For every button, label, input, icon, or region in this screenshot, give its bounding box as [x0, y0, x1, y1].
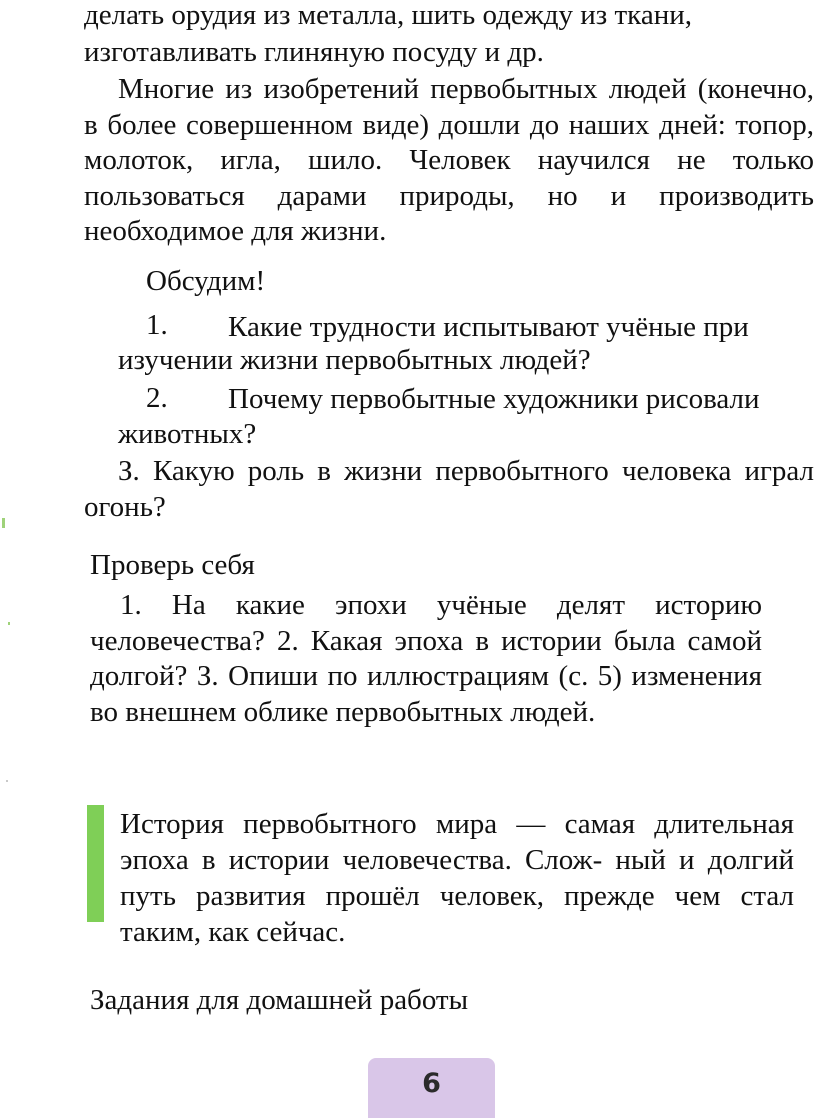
- question-1-line-2: изучении жизни первобытных людей?: [118, 344, 591, 376]
- margin-speck: [2, 518, 5, 528]
- page-number: 6: [422, 1068, 441, 1099]
- check-questions: 1. На какие эпохи учёные делят историю человечества? 2. Какая эпоха в истории была самой долгой? З. Опиши по иллюстрациям (с. 5) изменения во внешнем облике первобытных людей.: [90, 589, 762, 728]
- margin-speck: [6, 780, 8, 782]
- summary-text: История первобытного мира — самая длительная эпоха в истории человечества. Слож- ный и долгий путь развития прошёл человек, прежде чем стал таким, как сейчас.: [120, 808, 794, 948]
- question-1-line-1: Какие трудности испытывают учёные при: [228, 311, 749, 343]
- intro-line-1: делать орудия из металла, шить одежду из ткани,: [84, 0, 692, 31]
- homework-heading: Задания для домашней работы: [90, 984, 469, 1016]
- question-2-number: 2.: [146, 382, 168, 414]
- check-heading: Проверь себя: [90, 549, 255, 581]
- question-2-line-1: Почему первобытные художники рисовали: [228, 383, 760, 415]
- margin-speck: [8, 622, 10, 625]
- discuss-heading: Обсудим!: [146, 265, 266, 297]
- intro-line-2: изготавливать глиняную посуду и др.: [84, 36, 544, 68]
- summary-accent-bar: [87, 805, 104, 922]
- question-3: З. Какую роль в жизни первобытного человека играл огонь?: [84, 455, 814, 523]
- question-1-number: 1.: [146, 309, 168, 341]
- main-paragraph: Многие из изобретений первобытных людей (конечно, в более совершенном виде) дошли до наших дней: топор, молоток, игла, шило. Человек научился не только пользоваться дарами природы, но и производить необходимое для жизни.: [84, 73, 814, 247]
- question-2-line-2: животных?: [118, 418, 257, 450]
